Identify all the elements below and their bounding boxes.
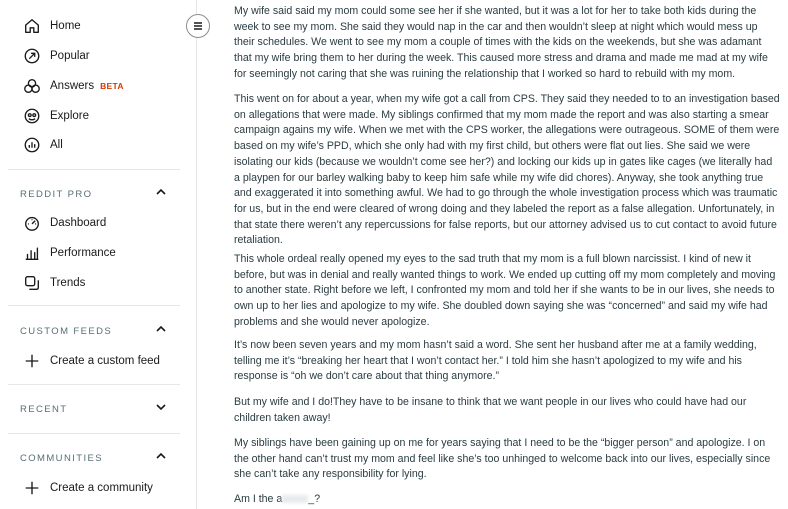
post-paragraph: But my wife and I do!They have to be insane to think that we want people in our lives who could have had our children taken away! (234, 396, 747, 424)
chevron-up-icon (155, 185, 167, 203)
nav-all-label: All (50, 139, 63, 151)
dashboard-gauge-icon (22, 213, 42, 233)
nav-home-label: Home (50, 20, 81, 32)
divider (8, 384, 180, 385)
divider (8, 305, 180, 306)
nav-all[interactable] (0, 130, 181, 160)
popular-arrow-icon (22, 46, 42, 66)
redacted-blur (282, 495, 308, 503)
chevron-up-icon (155, 449, 167, 467)
plus-icon (22, 478, 42, 498)
create-community-label: Create a community (50, 482, 153, 494)
recent-title: RECENT (20, 403, 68, 415)
collapse-sidebar-button[interactable] (186, 14, 210, 38)
left-sidebar (0, 0, 197, 509)
nav-answers[interactable] (0, 71, 181, 101)
nav-popular-label: Popular (50, 50, 90, 62)
all-icon (22, 135, 42, 155)
plus-icon (22, 351, 42, 371)
post-paragraph: It’s now been seven years and my mom hasn’t said a word. She sent her husband after me at a family wedding, telling me it’s “breaking her heart that I won’t contact her.” I told him she hasn’t apologized to my wife and his response is “oh we don’t care about that thing anymore.” (234, 339, 757, 383)
create-community[interactable] (0, 473, 181, 503)
post-paragraph: This whole ordeal really opened my eyes to the sad truth that my mom is a full blown narcissist. I kind of new it before, but was in denial and really wanted things to work. We ended up cutting off my mom completely and moving to another state. Right before we left, I confronted my mom and told her if she wants to be in our lives, she needs to own up to her lies and apologize to my wife. She doubled down saying she was “concerned” and said my wife had problems and she would never apologize. (234, 253, 776, 328)
nav-trends-label: Trends (50, 277, 86, 289)
nav-performance[interactable] (0, 238, 181, 268)
nav-dashboard-label: Dashboard (50, 217, 107, 229)
create-custom-feed[interactable] (0, 346, 181, 376)
question-end: _? (308, 493, 321, 505)
recent-header[interactable] (0, 399, 181, 419)
hamburger-menu-icon (192, 20, 204, 32)
nav-explore-label: Explore (50, 110, 89, 122)
post-paragraph: My wife said said my mom could some see her if she wanted, but it was a lot for her to take both kids during the week to see my mom. She said they would nap in the car and then wouldn’t sleep at night which would mess up their schedules. We went to see my mom a couple of times with the kids on the weekends, but she was adamant that my wife bring them to her during the week. This caused more stress and drama and made me mad at my wife for seemingly not caring that she was ruining the relationship that I worked so hard to rebuild with my mom. (234, 5, 768, 80)
post-paragraph: My siblings have been gaining up on me for years saying that I need to be the “bigger person” and apologize. I on the other hand can’t trust my mom and feel like she’s too unhinged to welcome back into our lives, especially since she can’t take any responsibility for lying. (234, 437, 771, 481)
chevron-up-icon (155, 322, 167, 340)
create-custom-feed-label: Create a custom feed (50, 355, 160, 367)
answers-icon (22, 76, 42, 96)
post-paragraph: This went on for about a year, when my wife got a call from CPS. They said they needed to to an investigation based on allegations that were made. My siblings confirmed that my mom made the report and was also starting a smear campaign agains my wife. When we met with the CPS worker, the allegations were outrageous. SOME of them were based on my wife’s PPD, which she only had with my first child, but others were flat out lies. She said we were isolating our kids (because we wouldn’t come see her?) and locking our kids up in gates like cages (we literally had a playpen for our barley walking baby to keep him safe while my wife did chores). Anyway, she took anything true and exaggerated it into something awful. We had to go through the whole investigation process which was traumatic for us, but in the end were cleared of wrong doing and they labeled the report as a false allegation. Unfortunately, in that state there weren’t any repercussions for false reports, but our attorney advised us to cut contact to avoid future retaliation. (234, 93, 780, 247)
nav-answers-label: Answers (50, 80, 95, 92)
nav-popular[interactable] (0, 41, 181, 71)
divider (8, 433, 180, 434)
nav-explore[interactable] (0, 101, 181, 131)
nav-trends[interactable] (0, 268, 181, 298)
explore-icon (22, 106, 42, 126)
trends-icon (22, 273, 42, 293)
nav-dashboard[interactable] (0, 208, 181, 238)
chevron-down-icon (155, 400, 167, 418)
divider (8, 169, 180, 170)
nav-performance-label: Performance (50, 247, 116, 259)
communities-title: COMMUNITIES (20, 452, 103, 464)
performance-bar-chart-icon (22, 243, 42, 263)
reddit-pro-header[interactable] (0, 184, 181, 204)
question-start: Am I the a (234, 493, 283, 505)
custom-feeds-header[interactable] (0, 321, 181, 341)
beta-badge: BETA (100, 81, 124, 91)
reddit-pro-title: REDDIT PRO (20, 188, 93, 200)
home-icon (22, 16, 42, 36)
nav-home[interactable] (0, 11, 181, 41)
post-closing-question (234, 492, 780, 508)
communities-header[interactable] (0, 448, 181, 468)
custom-feeds-title: CUSTOM FEEDS (20, 325, 113, 337)
